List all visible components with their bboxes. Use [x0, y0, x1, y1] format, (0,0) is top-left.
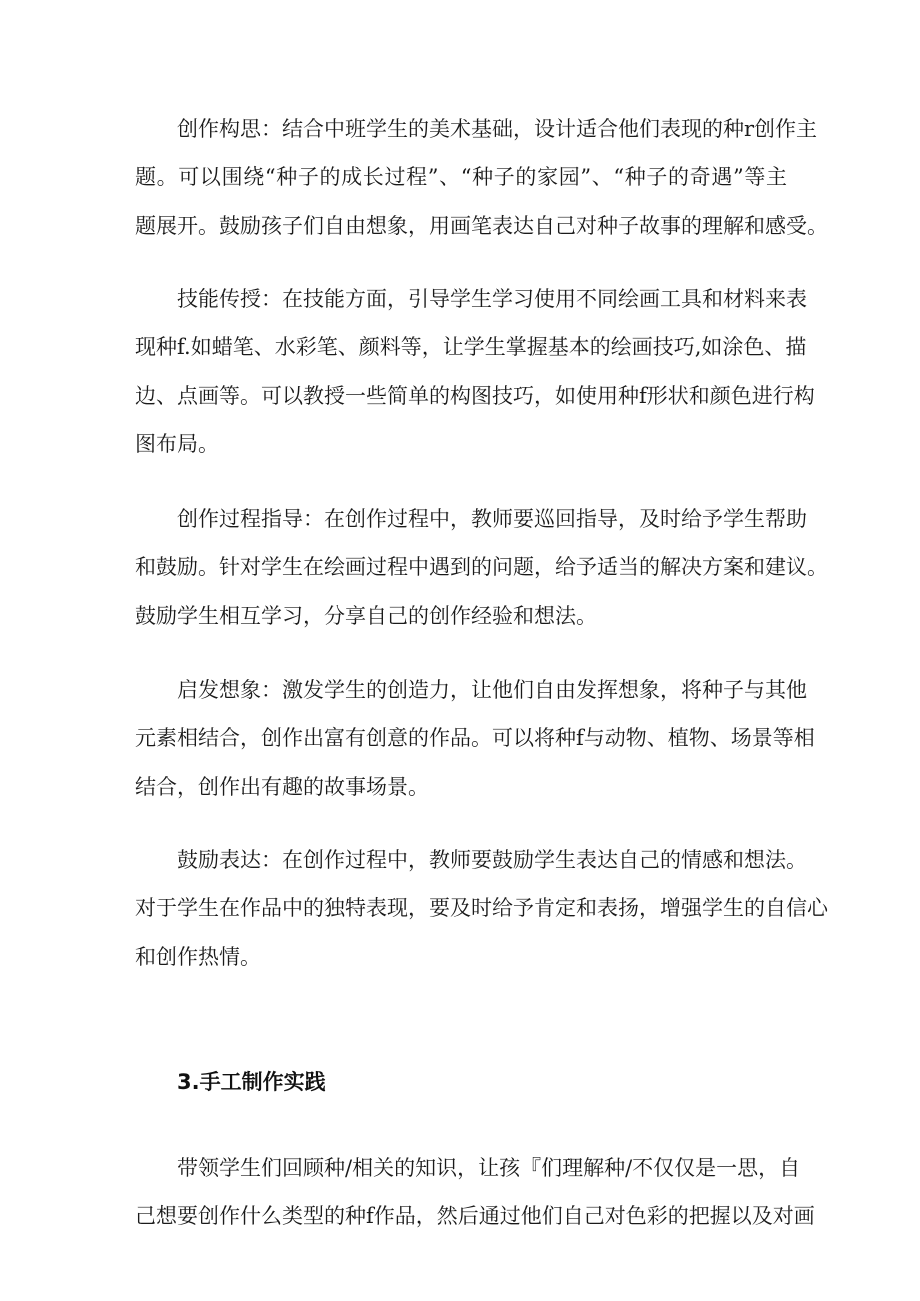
paragraph-line: 结合，创作出有趣的故事场景。 [135, 774, 429, 799]
paragraph-process-guidance [135, 495, 828, 640]
paragraph-encourage-expression [135, 836, 828, 981]
paragraph-line: 和鼓励。针对学生在绘画过程中遇到的问题，给予适当的解决方案和建议。 [135, 555, 828, 580]
paragraph-line: 现种f.如蜡笔、水彩笔、颜料等，让学生掌握基本的绘画技巧,如涂色、描 [135, 335, 807, 360]
paragraph-line: 题。可以围绕“种子的成长过程”、“种子的家园”、“种子的奇遇”等主 [135, 165, 787, 190]
paragraph-line: 己想要创作什么类型的种f作品，然后通过他们自己对色彩的把握以及对画 [135, 1204, 815, 1229]
paragraph-line: 鼓励学生相互学习，分享自己的创作经验和想法。 [135, 603, 597, 628]
paragraph-line: 题展开。鼓励孩子们自由想象，用画笔表达自己对种子故事的理解和感受。 [135, 213, 828, 238]
paragraph-line: 元素相结合，创作出富有创意的作品。可以将种f与动物、植物、场景等相 [135, 726, 815, 751]
paragraph-handcraft-intro [135, 1144, 815, 1241]
paragraph-skill-teaching [135, 275, 815, 469]
paragraph-line: 对于学生在作品中的独特表现，要及时给予肯定和表扬，增强学生的自信心 [135, 896, 828, 921]
paragraph-creative-concept [135, 105, 828, 250]
section-heading: 3.手工制作实践 [177, 1070, 326, 1094]
paragraph-line: 和创作热情。 [135, 944, 261, 969]
paragraph-line: 技能传授：在技能方面，引导学生学习使用不同绘画工具和材料来表 [177, 287, 807, 311]
paragraph-line: 带领学生们回顾种/相关的知识，让孩『们理解种/不仅仅是一思，自 [177, 1156, 801, 1180]
paragraph-inspire-imagination [135, 666, 815, 811]
paragraph-line: 创作过程指导：在创作过程中，教师要巡回指导，及时给予学生帮助 [177, 507, 807, 531]
paragraph-line: 创作构思：结合中班学生的美术基础，设计适合他们表现的种r创作主 [177, 117, 818, 141]
paragraph-line: 边、点画等。可以教授一些简单的构图技巧，如使用种f形状和颜色进行构 [135, 383, 815, 408]
paragraph-line: 图布局。 [135, 432, 219, 457]
paragraph-line: 鼓励表达：在创作过程中，教师要鼓励学生表达自己的情感和想法。 [177, 848, 807, 872]
paragraph-line: 启发想象：激发学生的创造力，让他们自由发挥想象，将种子与其他 [177, 678, 807, 702]
